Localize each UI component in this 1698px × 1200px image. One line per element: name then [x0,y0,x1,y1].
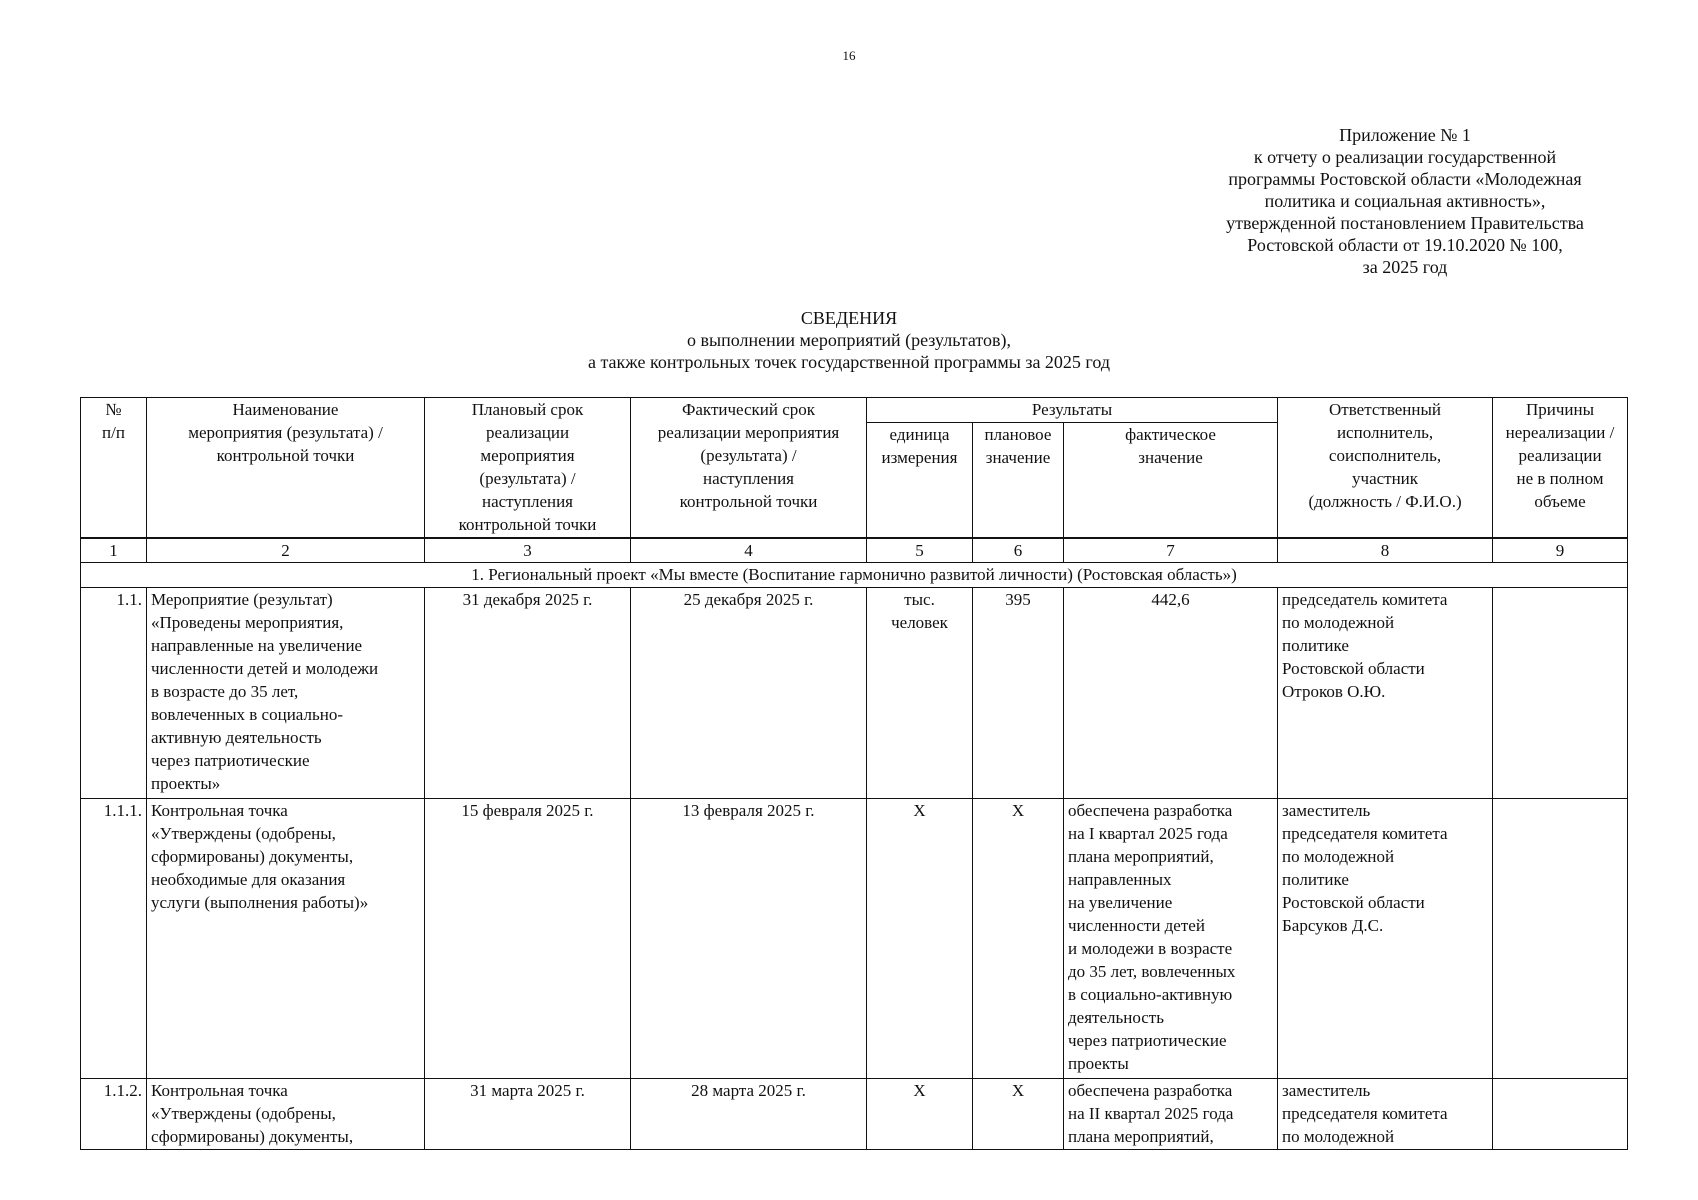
row-reasons [1493,1079,1628,1150]
section-title: 1. Региональный проект «Мы вместе (Воспитание гармонично развитой личности) (Ростовская область») [81,563,1628,588]
row-actual-value: 442,6 [1064,588,1278,799]
header-name: Наименование мероприятия (результата) / контрольной точки [147,398,425,539]
column-number: 5 [867,538,973,563]
page-number: 16 [842,48,856,63]
row-responsible: заместитель председателя комитета по молодежной политике Ростовской области Барсуков Д.С. [1278,799,1493,1079]
row-name: Мероприятие (результат) «Проведены мероприятия, направленные на увеличение численности детей и молодежи в возрасте до 35 лет, вовлеченных в социально- активную деятельность через патриотические проекты» [147,588,425,799]
header-reasons: Причины нереализации / реализации не в полном объеме [1493,398,1628,539]
header-unit: единица измерения [867,423,973,539]
header-plan-value: плановое значение [973,423,1064,539]
header-responsible: Ответственный исполнитель, соисполнитель, участник (должность / Ф.И.О.) [1278,398,1493,539]
results-table [80,397,1628,1150]
row-actual-term: 28 марта 2025 г. [631,1079,867,1150]
column-numbers-row [81,538,1628,563]
column-number: 6 [973,538,1064,563]
row-num: 1.1.2. [81,1079,147,1150]
row-responsible: заместитель председателя комитета по молодежной [1278,1079,1493,1150]
column-number: 4 [631,538,867,563]
column-number: 3 [425,538,631,563]
report-title [0,307,1698,373]
column-number: 2 [147,538,425,563]
title-line-1: СВЕДЕНИЯ [800,308,898,328]
header-results: Результаты [867,398,1278,423]
table-row [81,1079,1628,1150]
table-row [81,588,1628,799]
row-plan-value: 395 [973,588,1064,799]
header-planned-term: Плановый срок реализации мероприятия (результата) / наступления контрольной точки [425,398,631,539]
row-actual-term: 13 февраля 2025 г. [631,799,867,1079]
row-reasons [1493,799,1628,1079]
column-number: 9 [1493,538,1628,563]
row-plan-value: Х [973,799,1064,1079]
row-unit: тыс. человек [867,588,973,799]
row-planned-term: 31 декабря 2025 г. [425,588,631,799]
row-unit: Х [867,799,973,1079]
column-number: 7 [1064,538,1278,563]
section-row [81,563,1628,588]
row-planned-term: 31 марта 2025 г. [425,1079,631,1150]
row-responsible: председатель комитета по молодежной политике Ростовской области Отроков О.Ю. [1278,588,1493,799]
column-number: 8 [1278,538,1493,563]
row-actual-value: обеспечена разработка на I квартал 2025 года плана мероприятий, направленных на увеличение численности детей и молодежи в возрасте до 35 лет, вовлеченных в социально-активную деятельность через патриотические проекты [1064,799,1278,1079]
row-name: Контрольная точка «Утверждены (одобрены, сформированы) документы, необходимые для оказания услуги (выполнения работы)» [147,799,425,1079]
header-num: № п/п [81,398,147,539]
table-row [81,799,1628,1079]
row-num: 1.1. [81,588,147,799]
row-actual-value: обеспечена разработка на II квартал 2025 года плана мероприятий, [1064,1079,1278,1150]
title-line-2: о выполнении мероприятий (результатов), [687,330,1011,350]
row-reasons [1493,588,1628,799]
row-name: Контрольная точка «Утверждены (одобрены, сформированы) документы, [147,1079,425,1150]
title-line-3: а также контрольных точек государственной программы за 2025 год [587,352,1111,372]
header-actual-value: фактическое значение [1064,423,1278,539]
row-unit: Х [867,1079,973,1150]
column-number: 1 [81,538,147,563]
row-plan-value: Х [973,1079,1064,1150]
appendix-note: Приложение № 1 к отчету о реализации государственной программы Ростовской области «Молодежная политика и социальная активность», утвержденной постановлением Правительства Ростовской области от 19.10.2020 № 100, за 2025 год [1226,125,1584,277]
row-actual-term: 25 декабря 2025 г. [631,588,867,799]
row-planned-term: 15 февраля 2025 г. [425,799,631,1079]
header-actual-term: Фактический срок реализации мероприятия (результата) / наступления контрольной точки [631,398,867,539]
row-num: 1.1.1. [81,799,147,1079]
